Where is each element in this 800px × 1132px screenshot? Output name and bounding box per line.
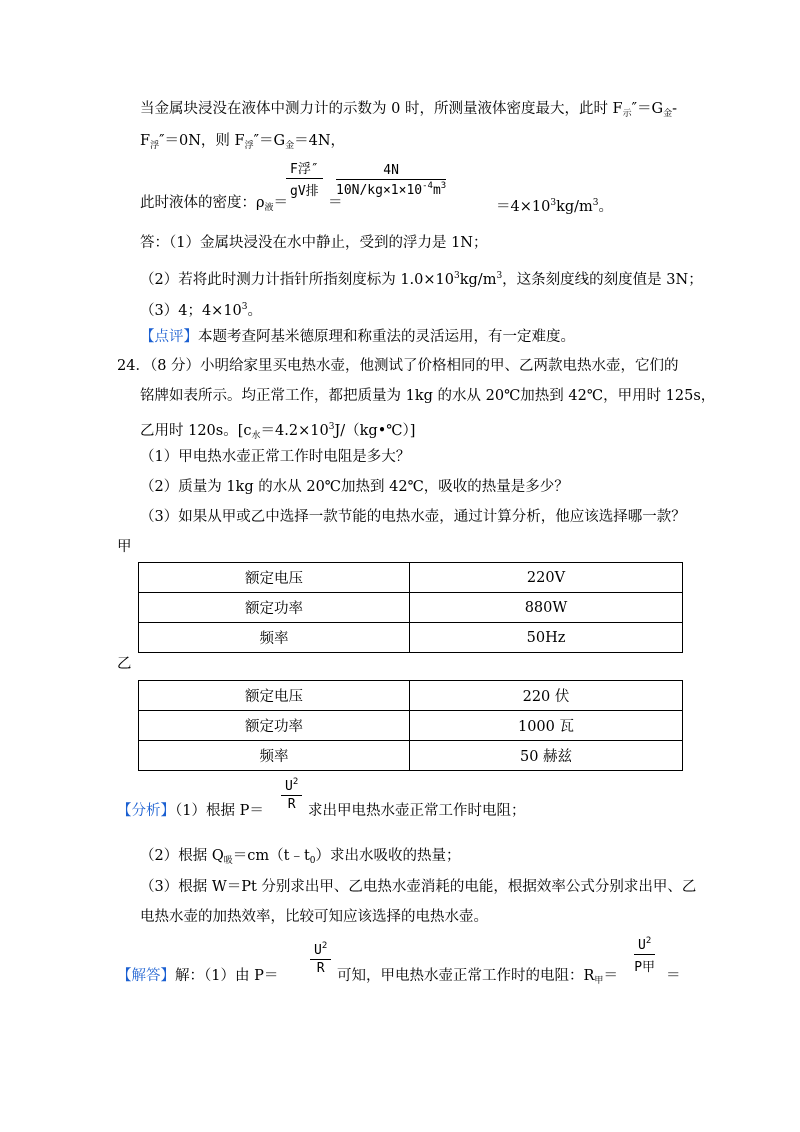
text: ″＝G: [253, 133, 286, 149]
unit: m: [432, 183, 441, 198]
analysis-line: 求出甲电热水壶正常工作时电阻；: [308, 803, 526, 819]
exponent: 2: [292, 777, 299, 787]
question-24-line: [140, 417, 415, 446]
text-line: [140, 99, 677, 124]
question-24-line: 24．（8 分）小明给家里买电热水壶，他测试了价格相同的甲、乙两款电热水壶，它们的: [117, 358, 679, 374]
exponent: 3: [496, 271, 503, 281]
text: ″＝G: [631, 101, 664, 117]
text: F: [140, 133, 151, 149]
text: ＝4N，: [294, 133, 346, 149]
table-cell: 220V: [410, 563, 683, 593]
text: ＝: [603, 968, 618, 984]
sub-question-3: （3）如果从甲或乙中选择一款节能的电热水壶，通过计算分析，他应该选择哪一款？: [140, 509, 686, 525]
text: 当金属块浸没在液体中测力计的示数为 0 时，所测量液体密度最大，此时 F: [140, 101, 623, 117]
table-cell: 50Hz: [410, 623, 683, 653]
text: ＝cm（t﹣t: [232, 848, 310, 864]
table-cell: 1000 瓦: [410, 711, 683, 741]
text-line: [496, 193, 613, 217]
text: -: [672, 101, 678, 117]
table-cell: 额定功率: [139, 711, 410, 741]
text: ，这条刻度线的刻度值是 3N；: [502, 272, 703, 288]
fraction-denominator: R: [316, 961, 325, 976]
text: ＝: [273, 195, 289, 211]
table-b-label: 乙: [117, 656, 132, 672]
solution-line: [117, 966, 278, 986]
subscript: 浮: [150, 141, 160, 151]
fraction-resistance-formula: [634, 936, 655, 975]
fraction-value: [336, 163, 446, 198]
table-cell: 880W: [410, 593, 683, 623]
exponent: 3: [454, 271, 460, 281]
answer-1: 答：（1）金属块浸没在水中静止，受到的浮力是 1N；: [140, 235, 488, 251]
text: 。: [598, 199, 613, 215]
text-line: [140, 131, 345, 156]
fraction-numerator: [634, 936, 655, 955]
fraction-numerator: [310, 941, 331, 960]
fraction-numerator: [281, 777, 302, 796]
exponent: 3: [440, 181, 447, 191]
solution-line: [337, 966, 618, 991]
table-row: [139, 711, 683, 741]
table-row: [139, 741, 683, 771]
fraction-power-formula: [281, 777, 302, 812]
sub-question-1: （1）甲电热水壶正常工作时电阻是多大？: [140, 449, 411, 465]
exponent: 3: [550, 198, 557, 208]
spec-table-b: [138, 680, 683, 771]
text: 。: [247, 303, 263, 319]
analysis-line: [117, 801, 264, 821]
solution-line: ＝: [666, 968, 681, 984]
table-cell: 50 赫兹: [410, 741, 683, 771]
subscript: 金: [663, 109, 673, 119]
table-cell: 额定电压: [139, 563, 410, 593]
subscript: 水: [251, 431, 261, 441]
text: J/（kg•℃）]: [334, 423, 416, 439]
table-row: [139, 563, 683, 593]
exponent: 2: [321, 941, 328, 951]
table-cell: 额定功率: [139, 593, 410, 623]
text: （3）4；4×10: [140, 303, 242, 319]
table-row: [139, 681, 683, 711]
exponent: -4: [422, 181, 433, 191]
table-cell: 频率: [139, 741, 410, 771]
text: ）求出水吸收的热量；: [315, 848, 461, 864]
fraction-denominator: P甲: [634, 960, 656, 975]
text: 可知，甲电热水壶正常工作时的电阻：R: [337, 968, 595, 984]
analysis-line: [140, 846, 461, 871]
fraction-numerator: F浮″: [286, 158, 323, 179]
table-a-label: 甲: [117, 539, 132, 555]
text: （1）根据 P＝: [175, 803, 264, 819]
exponent: 3: [241, 302, 248, 312]
numerator-text: U: [285, 779, 293, 794]
denominator-text: 10N/kg×1×10: [336, 183, 423, 198]
text: kg/m: [556, 199, 593, 215]
table-cell: 频率: [139, 623, 410, 653]
comment-tag: 【点评】: [140, 329, 198, 345]
exponent: 2: [645, 936, 652, 946]
fraction-numerator: 4N: [336, 163, 446, 180]
numerator-text: U: [638, 938, 646, 953]
analysis-line: （3）根据 W＝Pt 分别求出甲、乙电热水壶消耗的电能，根据效率公式分别求出甲、乙: [140, 879, 697, 895]
text-line: [140, 193, 288, 218]
answer-3: [140, 297, 262, 321]
subscript: 金: [285, 141, 295, 151]
comment-text: 本题考查阿基米德原理和称重法的灵活运用，有一定难度。: [198, 329, 575, 345]
subscript: 液: [264, 203, 274, 213]
fraction-denominator: [336, 180, 446, 198]
fraction-buoyancy: [286, 158, 323, 199]
subscript: 示: [622, 109, 632, 119]
text: ＝: [328, 195, 343, 211]
text: 解：（1）由 P＝: [175, 968, 279, 984]
subscript: 0: [309, 856, 316, 866]
text: kg/m: [459, 272, 497, 288]
fraction-denominator: gV排: [290, 184, 319, 199]
analysis-line: 电热水壶的加热效率，比较可知应该选择的电热水壶。: [140, 909, 488, 925]
table-row: [139, 593, 683, 623]
text-line: [328, 193, 343, 213]
text: 乙用时 120s。[c: [140, 423, 252, 439]
text: （2）若将此时测力计指针所指刻度标为 1.0×10: [140, 272, 454, 288]
table-cell: 额定电压: [139, 681, 410, 711]
fraction-denominator: R: [287, 797, 296, 812]
subscript: 浮: [244, 141, 254, 151]
answer-2: [140, 266, 703, 290]
numerator-text: U: [314, 943, 322, 958]
text: ″＝0N，则 F: [159, 133, 245, 149]
text: ＝4×10: [496, 199, 551, 215]
table-cell: 220 伏: [410, 681, 683, 711]
exponent: 3: [592, 198, 599, 208]
text: ＝4.2×10: [260, 423, 329, 439]
subscript: 甲: [594, 976, 604, 986]
question-24-line: 铭牌如表所示。均正常工作，都把质量为 1kg 的水从 20℃加热到 42℃，甲用时 125s，: [140, 388, 716, 404]
analysis-tag: 【分析】: [117, 803, 175, 819]
spec-table-a: [138, 562, 683, 653]
table-row: [139, 623, 683, 653]
fraction-power-formula: [310, 941, 331, 976]
sub-question-2: （2）质量为 1kg 的水从 20℃加热到 42℃，吸收的热量是多少？: [140, 479, 569, 495]
text: 此时液体的密度：ρ: [140, 195, 265, 211]
solution-tag: 【解答】: [117, 968, 175, 984]
comment-line: [140, 327, 575, 347]
exponent: 3: [328, 422, 335, 432]
text: （2）根据 Q: [140, 848, 224, 864]
subscript: 吸: [223, 856, 233, 866]
